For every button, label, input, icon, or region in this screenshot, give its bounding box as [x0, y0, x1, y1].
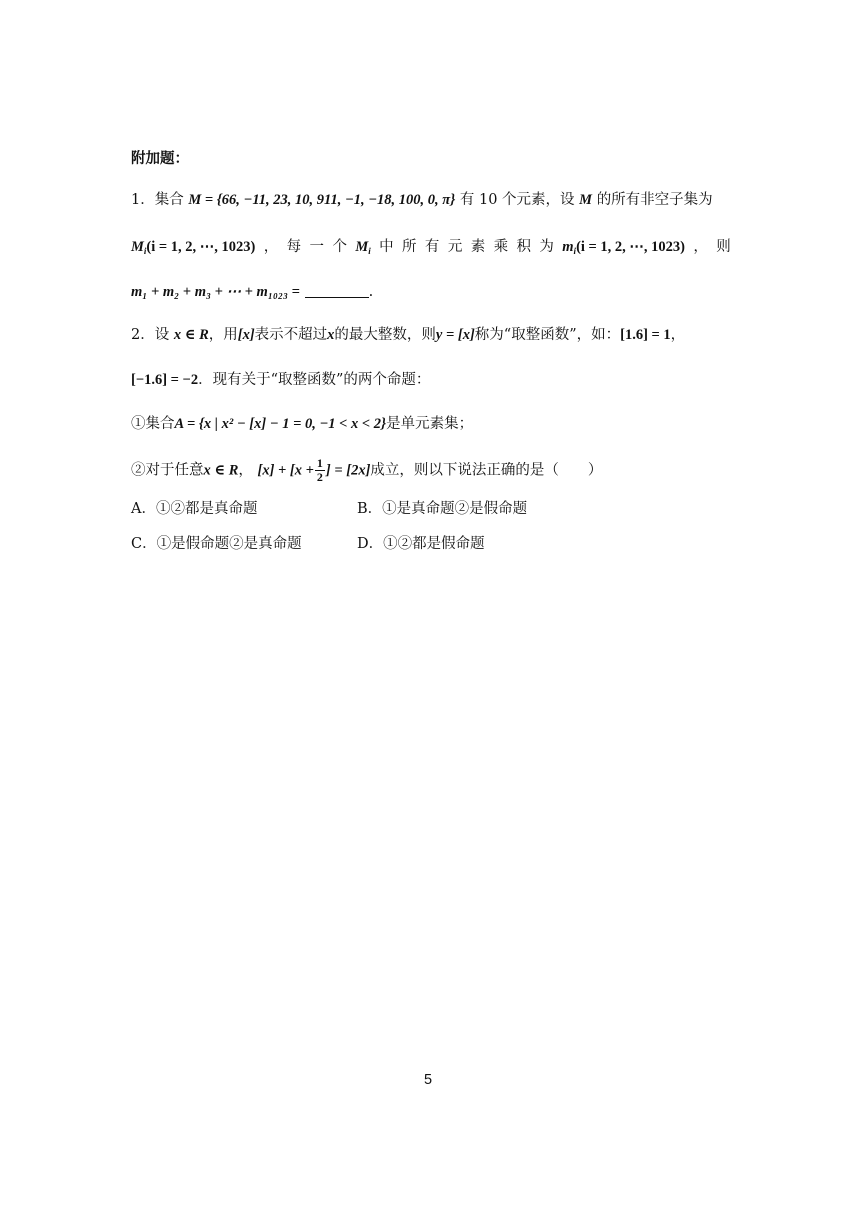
q1-char-6: 有: [424, 239, 440, 255]
q2-comma: ，: [670, 327, 686, 343]
q2-p2-domain: x ∈ R: [203, 462, 239, 479]
q1-char-9: 乘: [493, 239, 509, 255]
q1-char-5: 所: [402, 239, 417, 255]
q2-p2-comma: ，: [238, 462, 253, 479]
page-number: 5: [424, 1072, 433, 1088]
q2-text-c: 表示不超过: [254, 327, 328, 343]
q2-fraction: [315, 457, 325, 484]
q2-line-2: [131, 369, 430, 391]
answer-blank[interactable]: [305, 283, 369, 298]
q1-subset-symbol-2: M: [355, 239, 369, 255]
q1-char-8: 素: [470, 239, 486, 255]
q2-p2-expr-lhs: [x] + [x +: [257, 462, 314, 479]
option-c[interactable]: C．①是假命题②是真命题: [131, 536, 302, 552]
q1-char-10: 积: [516, 239, 531, 255]
option-b[interactable]: B．①是真命题②是假命题: [357, 501, 528, 517]
q1-product-symbol: m: [562, 239, 574, 255]
q1-char-11: 为: [539, 239, 554, 255]
q2-p2-text-a: ②对于任意: [131, 462, 204, 479]
q1-char-3: 个: [332, 239, 347, 255]
q1-set-symbol: M: [579, 192, 593, 208]
q2-floor-x: [x]: [237, 327, 255, 343]
q2-x: x: [327, 327, 335, 343]
q1-number: 1．: [131, 192, 155, 208]
q2-text-d: 的最大整数，则: [334, 327, 436, 343]
q1-char-4: 中: [379, 239, 394, 255]
q1-text-c: 的所有非空子集为: [596, 192, 713, 208]
heading-text: 附加题：: [131, 150, 189, 167]
q2-p2-text-b: 成立，则以下说法正确的是（ ）: [370, 462, 603, 479]
q2-number: 2．: [131, 327, 155, 343]
q2-example-2: [−1.6] = −2: [131, 372, 199, 388]
q2-p1-set: A = {x | x² − [x] − 1 = 0, −1 < x < 2}: [174, 416, 387, 432]
q2-p1-text-a: ①集合: [131, 416, 175, 432]
q2-example-1: [1.6] = 1: [620, 327, 671, 343]
q1-line-2-row: [131, 236, 731, 262]
q1-subset-index-2: i: [368, 246, 371, 256]
q2-p2-expr-rhs: ] = [2x]: [325, 462, 371, 479]
q1-subset-term: [131, 236, 255, 262]
q1-line-3: [131, 281, 373, 303]
q2-line-1: [131, 324, 685, 346]
q2-text-e: 称为“取整函数”，如：: [474, 327, 621, 343]
fraction-numerator: 1: [316, 456, 323, 470]
q1-sum-expression: m₁ + m₂ + m₃ + ⋯ + m₁₀₂₃ =: [131, 284, 300, 300]
q2-proposition-2: [131, 457, 602, 484]
q2-text-f: ．现有关于“取整函数”的两个命题：: [198, 372, 431, 388]
q1-char-7: 元: [447, 239, 463, 255]
q2-p1-text-b: 是单元素集；: [386, 416, 474, 432]
fraction-denominator: 2: [316, 470, 323, 484]
q2-proposition-1: [131, 413, 473, 435]
q1-product-term: [562, 236, 685, 262]
q1-char-12: 则: [716, 239, 731, 255]
q1-char-1: 每: [286, 239, 302, 255]
q1-line-2: [131, 236, 731, 262]
q2-text-a: 设: [154, 327, 170, 343]
q1-index-range-2: (i = 1, 2, ⋯, 1023): [576, 239, 686, 255]
option-a[interactable]: A．①②都是真命题: [131, 501, 258, 517]
q1-set-expression: M = {66, −11, 23, 10, 911, −1, −18, 100, 0, π}: [188, 192, 456, 208]
q1-line-1: [131, 189, 713, 211]
q1-text-a: 集合: [154, 192, 184, 208]
q1-char-2: 一: [309, 239, 325, 255]
q1-product-index: i: [573, 246, 577, 256]
option-d[interactable]: D．①②都是假命题: [357, 536, 485, 552]
q1-comma-2: ，: [693, 239, 708, 255]
q1-subset-index: i: [143, 246, 147, 256]
q2-domain: x ∈ R: [173, 327, 209, 343]
q1-text-b: 有 10 个元素，设: [459, 192, 575, 208]
q1-comma: ，: [263, 239, 279, 255]
q1-subset-symbol: M: [131, 239, 144, 255]
section-heading: [131, 148, 189, 170]
q2-text-b: ，用: [208, 327, 238, 343]
q1-period: .: [368, 284, 374, 300]
q2-y-eq: y = [x]: [435, 327, 475, 343]
q1-index-range: (i = 1, 2, ⋯, 1023): [146, 239, 256, 255]
q1-subset-term-2: [355, 236, 370, 262]
